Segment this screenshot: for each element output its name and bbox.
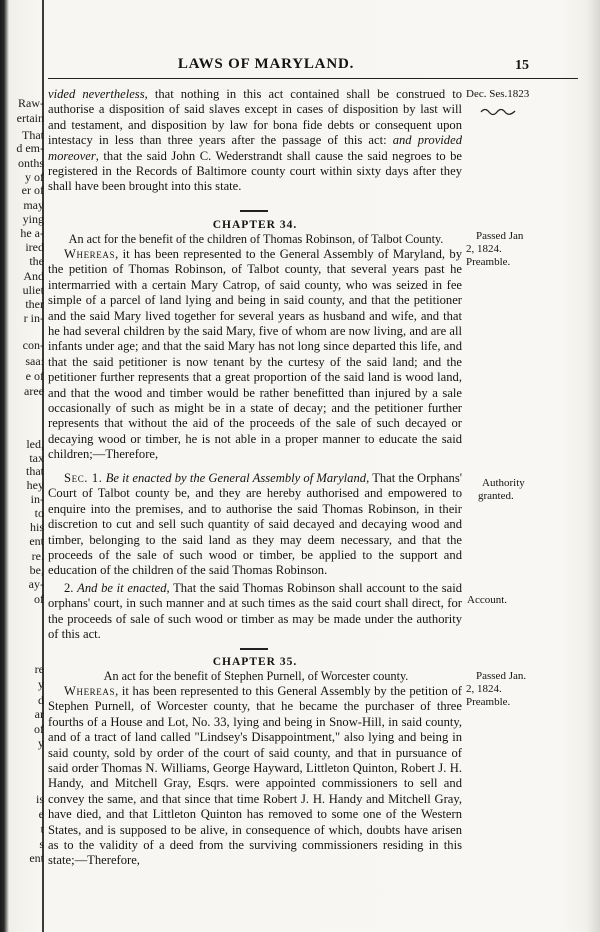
previous-page-fragment: onths xyxy=(17,157,44,170)
previous-page-fragment: con- xyxy=(22,339,44,352)
proviso-text-2: and provided moreover xyxy=(48,133,462,163)
passed-date-line: 2, 1824. xyxy=(466,243,502,255)
handwritten-squiggle xyxy=(480,107,516,117)
page-number: 15 xyxy=(515,58,529,73)
chapter-34-title: An act for the benefit of the children of Thomas Robinson, of Talbot County. xyxy=(68,232,444,246)
previous-page-fragment: e of xyxy=(25,370,44,383)
previous-page-fragment: is xyxy=(35,793,44,806)
previous-page-fragment: the xyxy=(29,255,44,268)
previous-page-fragment: of xyxy=(34,723,44,736)
header-rule xyxy=(48,78,578,79)
preamble-text: , it has been represented to this General Assembly by the petition of Stephen Purnell, of Worcester county, that he became the purchaser of three fourths of a House and Lot, No. 33, lying and being in Snow-Hill, in said county, and of a tract of land called "Lindsey's Disappointment," also lying and being in said county, sold by order of the court of said county, and that in pursuance of said order Thomas N. Williams, George Hayward, Littleton Quinton, Robert J. H. Handy, and Mitchell Gray, Esqrs. were appointed commissioners to sell and convey the same, and that since that time Robert J. H. Handy and Mitchell Gray, have died, and that Littleton Quinton has removed to some one of the Western States, and is supposed to be alive, in consequence of which, doubts have arisen as to the validity of a deed from the surviving commissioners residing in this state;—Therefore, xyxy=(48,684,462,868)
session-note: Dec. Ses.1823 xyxy=(466,88,530,100)
chapter-34-section-2 xyxy=(48,581,462,643)
section-label: Sec. 1. xyxy=(64,471,103,485)
previous-page-fragment: s xyxy=(39,838,44,851)
previous-page-fragment: that xyxy=(26,465,44,478)
enacting-clause: And be it enacted xyxy=(77,581,167,595)
previous-page-fragment: ent xyxy=(29,535,44,548)
chapter-rule xyxy=(240,210,268,212)
whereas-word: Whereas xyxy=(64,247,116,261)
previous-page-fragment: r in- xyxy=(23,312,44,325)
chapter-35-preamble xyxy=(48,684,462,869)
continuation-text-2: , that the said John C. Wederstrandt shall cause the said negroes to be registered in the Records of Baltimore county court within sixty days after they shall have been brought into this state. xyxy=(48,148,462,194)
previous-page-fragment: aree xyxy=(24,385,44,398)
previous-page-fragment: Raw- xyxy=(18,97,44,110)
preamble-note: Preamble. xyxy=(466,256,511,268)
previous-page-fragment: y xyxy=(38,737,44,750)
previous-page-fragment: re. xyxy=(31,550,44,563)
previous-page-fragment: be, xyxy=(29,564,44,577)
previous-page-fragment: e xyxy=(38,808,44,821)
proviso-text: vided nevertheless xyxy=(48,87,145,101)
page-edge-shadow xyxy=(586,0,600,932)
page-header-title: LAWS OF MARYLAND. xyxy=(177,56,355,72)
previous-page-fragment: may xyxy=(23,199,44,212)
preamble-text: , it has been represented to the General Assembly of Maryland, by the petition of Thomas Robinson, of Talbot county, that several years past he intermarried with a certain Mary Catrop, of said county, who was seized in fee simple of a parcel of land lying and being in said county, and that the petitioner and the said Mary lived together for several years as husband and wife, and that he had several children by the said Mary, five of whom are now living, and are all infants under age; and that the said Mary has not long since departed this life, and that the said petitioner is now tenant by the curtesy of the said land; and the petitioner further represents that a great proportion of the said land is wood land, and that the wood and timber would be rather benefitted than injured by a sale occasionally of such as might be in a state of decay; and the petitioner further represents that without the aid of the proceeds of the sale of such decayed or decaying wood or timber, he is not able in a proper manner to educate the said children;—Therefore, xyxy=(48,247,462,462)
section-label: 2. xyxy=(64,581,74,595)
authority-note xyxy=(478,477,588,503)
passed-note-34 xyxy=(466,230,582,269)
previous-page-fragment: ertain xyxy=(16,112,44,125)
continuation-paragraph xyxy=(48,87,462,195)
previous-page-fragment: in- xyxy=(30,493,44,506)
continuation-text: , that nothing in this act contained shall be construed to authorise a disposition of said slaves except in cases of disposition by last will and testament, and disposition by law for bona fide debts or consequent upon intestacy in less than three years after the passage of this act: xyxy=(48,87,462,148)
previous-page-fragment: d em- xyxy=(16,142,44,155)
previous-page-fragment: ther xyxy=(25,298,44,311)
chapter-34-preamble xyxy=(48,247,462,463)
previous-page-fragment: ent xyxy=(29,852,44,865)
authority-line: granted. xyxy=(478,490,514,502)
previous-page-fragment: he a- xyxy=(20,227,44,240)
previous-page-fragment: d xyxy=(38,694,44,707)
previous-page-fragment: y of xyxy=(25,171,44,184)
enacting-clause: Be it enacted by the General Assembly of Maryland xyxy=(105,471,367,485)
passed-date-line: Passed Jan xyxy=(476,230,524,242)
chapter-35-title: An act for the benefit of Stephen Purnell, of Worcester county. xyxy=(103,669,409,683)
whereas-word: Whereas xyxy=(64,684,116,698)
previous-page-fragment: hey xyxy=(26,479,44,492)
previous-page-fragment: t xyxy=(40,823,44,836)
previous-page-fragment: his xyxy=(29,521,44,534)
previous-page-fragment: ying xyxy=(22,213,44,226)
authority-line: Authority xyxy=(482,477,525,489)
previous-page-fragment: to xyxy=(34,507,44,520)
section-text: , That the Orphans' Court of Talbot county be, and they are hereby authorised and empowered to enquire into the premises, and to authorise the said Thomas Robinson, in their discretion to cut and sell such quantity of said decayed and decaying wood and timber, belonging to the said land as they may deem necessary, and that the proceeds of the sale of such wood or timber, be applied to the support and education of the children of the said Thomas Robinson. xyxy=(48,471,462,578)
section-text: , That the said Thomas Robinson shall account to the said orphans' court, in such manner and at such times as the said court shall direct, for the proceeds of sale of such wood or timber as may be made under the authority of this act. xyxy=(48,581,463,642)
previous-page-fragment: er of xyxy=(21,184,44,197)
previous-page-fragment: led, xyxy=(26,438,44,451)
previous-page-fragment: of xyxy=(34,593,44,606)
preamble-note: Preamble. xyxy=(466,696,511,708)
account-note: Account. xyxy=(467,594,508,606)
previous-page-fragment: ar xyxy=(34,708,44,721)
previous-page-fragment: y xyxy=(38,678,44,691)
previous-page-fragment: ired xyxy=(25,241,44,254)
previous-page-fragment: saa: xyxy=(25,355,44,368)
previous-page-fragment: tax xyxy=(29,452,44,465)
chapter-34-section-1 xyxy=(48,471,462,579)
chapter-rule xyxy=(240,648,268,650)
previous-page-fragment: ay- xyxy=(28,578,44,591)
previous-page-fragment: That xyxy=(22,129,44,142)
previous-page-fragment: And xyxy=(23,270,44,283)
passed-date-line: Passed Jan. xyxy=(476,670,527,682)
previous-page-fragment: re xyxy=(34,663,44,676)
previous-page-fragment: uliet xyxy=(22,284,44,297)
chapter-35-heading: CHAPTER 35. xyxy=(212,656,298,668)
passed-note-35 xyxy=(466,670,582,709)
passed-date-line: 2, 1824. xyxy=(466,683,502,695)
chapter-34-heading: CHAPTER 34. xyxy=(212,219,298,231)
